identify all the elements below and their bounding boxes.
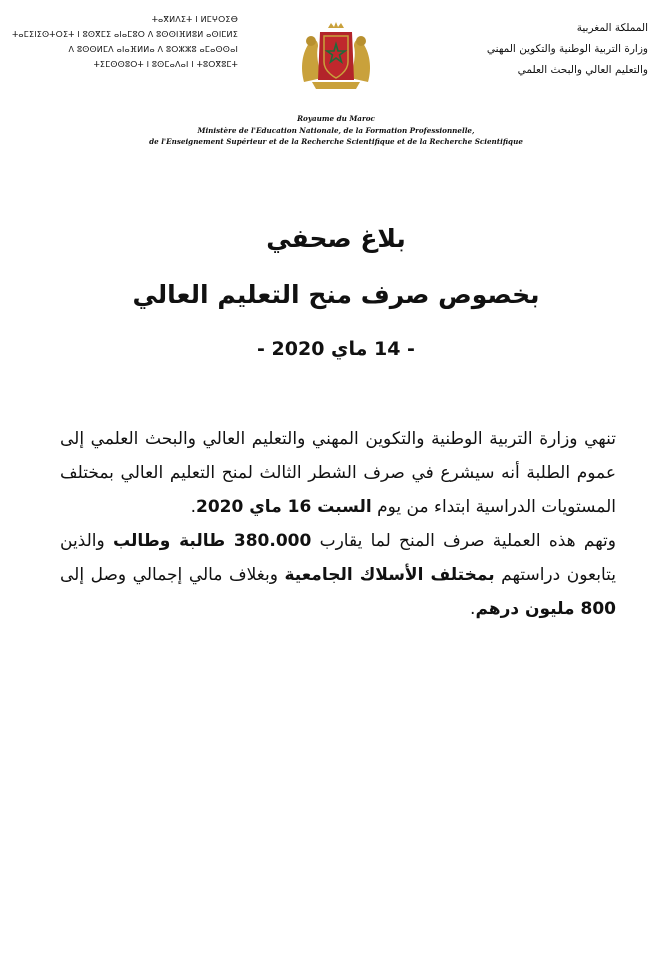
paragraph-end: . xyxy=(470,599,476,619)
total-budget: 800 مليون درهم xyxy=(475,599,616,619)
document-title: بلاغ صحفي xyxy=(266,224,406,253)
press-release-body xyxy=(60,422,616,626)
paragraph-text: وبغلاف مالي إجمالي وصل إلى xyxy=(60,565,285,585)
tifinagh-line: ⴷ ⵓⵙⵙⵍⵎⴷ ⴰⵏⴰⴼⵍⵍⴰ ⴷ ⵓⵔⵣⵣⵓ ⴰⵎⴰⵙⵙⴰⵏ xyxy=(68,45,238,54)
paragraph-text: والذين يتابعون دراستهم xyxy=(60,531,616,585)
french-header xyxy=(0,113,672,148)
paragraph-1 xyxy=(60,422,616,524)
tifinagh-line: ⵜⵉⵎⵙⵙⵓⵔⵜ ⵏ ⵓⵙⵎⴰⴷⴰⵏ ⵏ ⵜⵓⵔⴳⵓⵎⵜ xyxy=(93,60,238,69)
arabic-header xyxy=(418,18,648,81)
university-levels: بمختلف الأسلاك الجامعية xyxy=(284,565,495,585)
tifinagh-line: ⵜⴰⵎⵉⵏⵉⵙⵜⵔⵉⵜ ⵏ ⵓⵙⴳⵎⵉ ⴰⵏⴰⵎⵓⵔ ⴷ ⵓⵙⵙⵏⴼⵍⵓⵍ ⴰⵙⵏⵎⵍⵉ xyxy=(12,30,238,39)
document-date: - 14 ماي 2020 - xyxy=(257,338,415,360)
moroccan-coat-of-arms-icon xyxy=(294,22,378,92)
tifinagh-line: ⵜⴰⴳⵍⴷⵉⵜ ⵏ ⵍⵎⵖⵔⵉⴱ xyxy=(151,15,238,24)
paragraph-text: وتهم هذه العملية صرف المنح لما يقارب xyxy=(311,531,616,551)
french-line: Ministère de l'Education Nationale, de la Formation Professionnelle, xyxy=(197,125,475,135)
student-count: 380.000 طالبة وطالب xyxy=(112,531,312,551)
start-date: السبت 16 ماي 2020 xyxy=(195,497,372,517)
french-line: de l'Enseignement Supérieur et de la Recherche Scientifique et de la Recherche Scientifique xyxy=(149,137,523,146)
letterhead xyxy=(0,0,672,100)
paragraph-2 xyxy=(60,524,616,626)
tifinagh-header xyxy=(8,12,238,72)
paragraph-end: . xyxy=(190,497,196,517)
arabic-line: والتعليم العالي والبحث العلمي xyxy=(517,64,648,76)
arabic-line: وزارة التربية الوطنية والتكوين المهني xyxy=(486,43,648,55)
arabic-line: المملكة المغربية xyxy=(576,22,648,34)
paragraph-text: تنهي وزارة التربية الوطنية والتكوين المهني والتعليم العالي والبحث العلمي إلى عموم الطلبة أنه سيشرع في صرف الشطر الثالث لمنح التعليم العالي بمختلف المستويات الدراسية ابتداء من يوم xyxy=(60,429,616,517)
french-line: Royaume du Maroc xyxy=(297,114,375,123)
document-subject: بخصوص صرف منح التعليم العالي xyxy=(132,280,540,309)
